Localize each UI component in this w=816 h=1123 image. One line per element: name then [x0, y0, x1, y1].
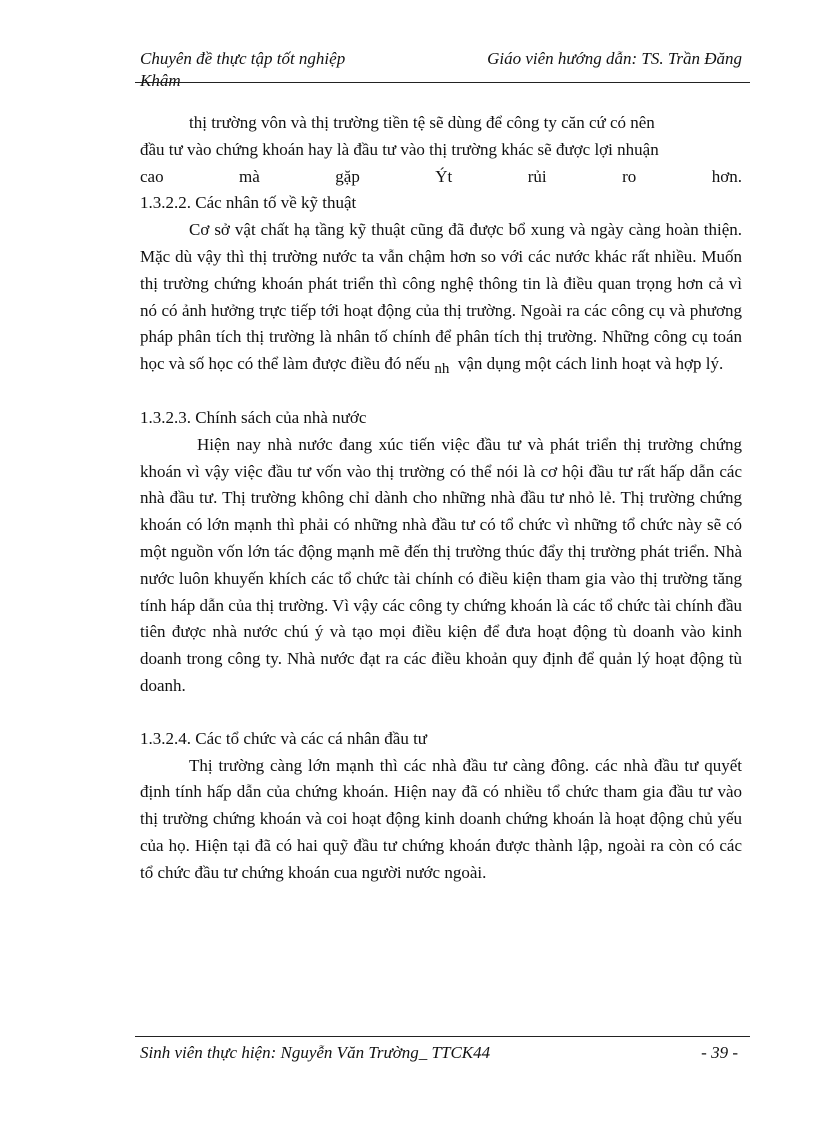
section-investors-text: Thị trường càng lớn mạnh thì các nhà đầu tư càng đông. các nhà đầu tư quyết định tính hấp dẫn của chứng khoán. Hiện nay đã có nhiều tổ chức tham gia đầu tư vào thị trường chứng khoán và coi hoạt động kinh doanh chứng khoán là hoạt động chủ yếu của họ. Hiện tại đã có hai quỹ đầu tư chứng khoán được thành lập, ngoài ra còn có các tổ chức đầu tư chứng khoán cua người nước ngoài.: [140, 755, 742, 882]
intro-word: mà: [239, 166, 260, 186]
section-heading-technical: 1.3.2.2. Các nhân tố về kỹ thuật: [140, 193, 357, 213]
section-heading-state-policy: 1.3.2.3. Chính sách của nhà nước: [140, 407, 367, 427]
section-technical-text: [140, 217, 742, 379]
intro-line-1: thị trường vôn và thị trường tiền tệ sẽ dùng để công ty căn cứ có nên: [189, 113, 655, 132]
intro-word: hơn.: [711, 166, 742, 186]
intro-line-2: đầu tư vào chứng khoán hay là đầu tư vào thị trường khác sẽ được lợi nhuận: [140, 139, 659, 159]
paragraph-gap: [140, 700, 742, 726]
intro-word: ro: [622, 166, 637, 186]
page-number: - 39 -: [701, 1043, 738, 1062]
section-heading-investors: 1.3.2.4. Các tổ chức và các cá nhân đầu tư: [140, 728, 428, 748]
header-rule: [135, 82, 750, 83]
section-state-policy-text: Hiện nay nhà nước đang xúc tiến việc đầu tư và phát triển thị trường chứng khoán vì vậy việc đầu tư vốn vào thị trường có thể nói là cơ hội đầu tư rất hấp dẫn các nhà đầu tư. Thị trường không chỉ dành cho những nhà đầu tư nhỏ lẻ. Thị trường chứng khoán có lớn mạnh thì phải có những nhà đầu tư có tổ chức vì những tổ chức này sẽ có một nguồn vốn lớn tác động mạnh mẽ đến thị trường thúc đẩy thị trường phát triển. Nhà nước luôn khuyến khích các tổ chức tài chính có điều kiện tham gia vào thị trường tăng tính háp dẫn của thị trường. Vì vậy các công ty chứng khoán là các tổ chức tài chính đầu tiên được nhà nước chú ý và tạo mọi điều kiện để đưa hoạt động tù doanh vào kinh doanh trong công ty. Nhà nước đạt ra các điều khoản quy định để quản lý hoạt động tù doanh.: [140, 434, 742, 695]
intro-word: Ýt: [435, 166, 453, 186]
document-body: [140, 110, 742, 887]
intro-line-3: [140, 164, 742, 191]
intro-word: cao: [140, 166, 164, 186]
header-supervisor: Giáo viên hướng dẫn: TS. Trần Đăng: [487, 49, 742, 68]
section-technical-text-b: vận dụng một cách linh hoạt và hợp lý.: [457, 354, 724, 374]
section-technical-subscript: nh: [434, 361, 450, 378]
header-course-title: Chuyên đề thực tập tốt nghiệp: [140, 49, 346, 68]
footer-author: Sinh viên thực hiện: Nguyễn Văn Trường_ TTCK44: [140, 1043, 491, 1062]
paragraph-gap: [140, 379, 742, 405]
intro-word: gặp: [335, 166, 360, 186]
section-technical-text-a: Cơ sở vật chất hạ tầng kỹ thuật cũng đã được bổ xung và ngày càng hoàn thiện. Mặc dù vậy thì thị trường nước ta vẫn chậm hơn so với các nước khác rất nhiều. Muốn thị trường chứng khoán phát triển thì công nghệ thông tin là điều quan trọng hơn cả vì nó có ảnh hưởng trực tiếp tới hoạt động của thị trường. Ngoài ra các công cụ và phương pháp phân tích thị trường là nhân tố chính để phân tích thị trường. Những công cụ toán học và số học có thể làm được điều đó nếu: [140, 220, 742, 374]
footer-rule: [135, 1036, 750, 1037]
intro-word: rủi: [527, 166, 547, 186]
header-supervisor-wrap: Khâm: [140, 71, 181, 90]
